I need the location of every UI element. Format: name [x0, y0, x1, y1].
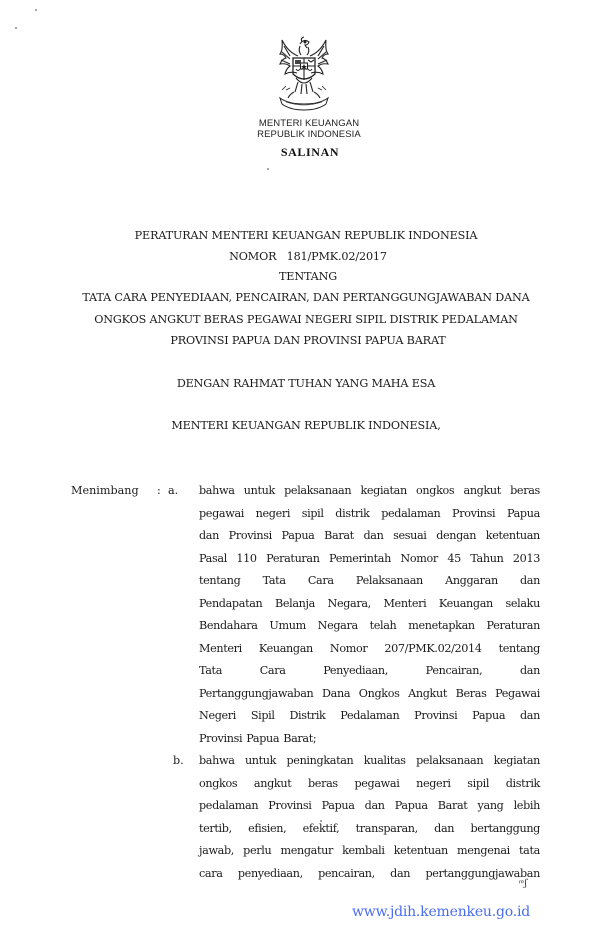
word: distrik	[335, 506, 370, 520]
item-a-line	[199, 687, 540, 701]
item-a-line	[199, 574, 540, 588]
item-b-line	[199, 822, 540, 836]
word: Keuangan	[258, 641, 313, 655]
word: Menteri	[199, 641, 242, 655]
word: Papua	[321, 799, 355, 812]
word: Belanja	[274, 596, 315, 610]
word: Papua	[472, 709, 506, 722]
word: 45	[447, 551, 461, 565]
word: Barat;	[283, 731, 317, 745]
word: tata	[519, 844, 540, 857]
word: Beras	[455, 686, 487, 700]
word: bahwa	[199, 484, 235, 497]
regulation-subject-line2: ONGKOS ANGKUT BERAS PEGAWAI NEGERI SIPIL DISTRIK PEDALAMAN	[94, 313, 518, 326]
word: 2013	[512, 551, 540, 565]
word: selaku	[505, 596, 540, 610]
word: Provinsi	[199, 731, 243, 745]
scan-speck	[320, 820, 322, 822]
issuer-org-line2: REPUBLIK INDONESIA	[257, 129, 361, 140]
word: efektif,	[302, 821, 340, 835]
word: cara	[199, 866, 223, 880]
word: Umum	[269, 619, 306, 632]
word: pelaksanaan	[416, 754, 484, 767]
word: Tata	[262, 574, 286, 587]
word: Penyediaan,	[323, 664, 388, 677]
word: Pegawai	[495, 686, 540, 700]
invocation: DENGAN RAHMAT TUHAN YANG MAHA ESA	[176, 377, 436, 390]
word: untuk	[243, 484, 275, 497]
regulation-subject-line3: PROVINSI PAPUA DAN PROVINSI PAPUA BARAT	[170, 334, 446, 347]
item-a-line	[199, 619, 540, 633]
word: pegawai	[354, 776, 400, 790]
word: Papua	[506, 506, 540, 520]
word: Papua	[394, 799, 428, 812]
word: Papua	[281, 529, 315, 542]
regulation-about-label: TENTANG	[278, 270, 338, 283]
word: Negeri	[199, 709, 237, 722]
word: menetapkan	[408, 619, 475, 632]
word: Barat	[324, 529, 354, 542]
word: Sipil	[250, 709, 275, 722]
item-a-line	[199, 484, 540, 498]
word: sesuai	[393, 529, 427, 542]
issuer-heading: MENTERI KEUANGAN REPUBLIK INDONESIA,	[171, 419, 441, 432]
word: beras	[510, 484, 540, 497]
word: Pasal	[199, 551, 227, 565]
word: Keuangan	[438, 596, 493, 610]
word: transparan,	[355, 821, 418, 835]
item-b-line	[199, 799, 540, 813]
word: dan	[519, 709, 540, 722]
word: negeri	[255, 506, 291, 520]
word: ketentuan	[485, 529, 540, 542]
word: Pelaksanaan	[355, 574, 423, 587]
word: Pemerintah	[329, 551, 391, 565]
word: dan	[199, 529, 219, 542]
word: 110	[236, 551, 257, 565]
initials-paraf: ᵐʃ	[518, 878, 528, 890]
word: dan	[519, 664, 540, 677]
word: mengenai	[457, 844, 510, 857]
scan-speck	[15, 27, 17, 29]
word: ongkos	[416, 484, 455, 497]
issuer-org-line1: MENTERI KEUANGAN	[258, 118, 360, 129]
word: pencairan,	[318, 866, 375, 880]
word: Papua	[246, 731, 280, 745]
jdih-website-link[interactable]: www.jdih.kemenkeu.go.id	[352, 904, 531, 920]
garuda-emblem-icon	[272, 36, 336, 116]
regulation-subject-line1: TATA CARA PENYEDIAAN, PENCAIRAN, DAN PERTANGGUNGJAWABAN DANA	[82, 291, 530, 304]
copy-stamp: SALINAN	[280, 145, 340, 159]
word: pertanggungjawaban	[425, 866, 540, 880]
word: negeri	[416, 776, 451, 790]
considerations-colon: :	[157, 484, 161, 497]
word: Bendahara	[199, 619, 258, 632]
word: Pedalaman	[340, 709, 400, 722]
item-a-line	[199, 642, 540, 656]
word: beras	[308, 776, 338, 790]
word: Cara	[307, 574, 334, 587]
word: Pencairan,	[425, 664, 483, 677]
word: Nomor	[329, 641, 368, 655]
word: efisien,	[248, 821, 287, 835]
word: perlu	[243, 844, 272, 857]
word: dan	[520, 574, 540, 587]
word: Angkut	[408, 686, 447, 700]
word: dan	[390, 866, 411, 880]
word: penyediaan,	[237, 866, 303, 880]
item-letter-a: a.	[168, 484, 179, 497]
word: Provinsi	[228, 529, 272, 542]
word: angkut	[463, 484, 501, 497]
word: dan	[364, 799, 385, 812]
word: kualitas	[363, 754, 406, 767]
item-a-line	[199, 529, 540, 543]
word: Cara	[259, 664, 286, 677]
word: tertib,	[199, 821, 232, 835]
word: Provinsi	[268, 799, 312, 812]
word: pedalaman	[199, 799, 259, 812]
item-a-line	[199, 709, 540, 723]
word: Dana	[322, 686, 351, 700]
word: Pertanggungjawaban	[199, 686, 314, 700]
word: kegiatan	[493, 754, 540, 767]
word: Negara	[317, 619, 358, 632]
word: dan	[434, 821, 455, 835]
word: sipil	[467, 776, 490, 790]
word: telah	[369, 619, 397, 632]
word: ketentuan	[393, 844, 448, 857]
word: Negara,	[327, 596, 371, 610]
word: untuk	[244, 754, 277, 767]
word: Distrik	[289, 709, 326, 722]
item-b-line	[199, 867, 540, 881]
word: Anggaran	[445, 574, 498, 587]
item-a-line	[199, 732, 540, 746]
considerations-label: Menimbang	[71, 484, 139, 497]
word: bahwa	[199, 754, 235, 767]
item-a-line	[199, 664, 540, 678]
word: tentang	[199, 574, 241, 587]
word: Nomor	[400, 551, 438, 565]
word: yang	[477, 799, 504, 812]
scan-speck	[35, 9, 37, 11]
word: distrik	[505, 776, 540, 790]
word: ongkos	[199, 776, 238, 790]
word: tentang	[498, 641, 540, 655]
regulation-title: PERATURAN MENTERI KEUANGAN REPUBLIK INDONESIA	[134, 229, 478, 242]
word: lebih	[513, 799, 540, 812]
word: Provinsi	[414, 709, 458, 722]
word: peningkatan	[286, 754, 354, 767]
word: pelaksanaan	[284, 484, 352, 497]
item-a-line	[199, 597, 540, 611]
word: mengatur	[280, 844, 333, 857]
word: Peraturan	[486, 619, 540, 632]
word: bertanggung	[470, 821, 540, 835]
word: Peraturan	[266, 551, 320, 565]
word: sipil	[301, 506, 324, 520]
word: 207/PMK.02/2014	[384, 641, 482, 655]
word: Barat	[437, 799, 468, 812]
regulation-number: NOMOR 181/PMK.02/2017	[229, 250, 387, 263]
item-a-line	[199, 552, 540, 566]
word: kegiatan	[360, 484, 407, 497]
word: pedalaman	[381, 506, 441, 520]
word: dan	[363, 529, 384, 542]
item-a-line	[199, 507, 540, 521]
word: dengan	[436, 529, 477, 542]
word: Menteri	[383, 596, 427, 610]
item-b-line	[199, 777, 540, 791]
word: jawab,	[199, 844, 235, 857]
scan-speck	[267, 168, 269, 170]
word: Tata	[199, 664, 223, 677]
word: Tahun	[470, 551, 504, 565]
word: kembali	[342, 844, 385, 857]
item-letter-b: b.	[173, 754, 184, 767]
item-b-line	[199, 844, 540, 858]
word: Ongkos	[358, 686, 400, 700]
item-b-line	[199, 754, 540, 768]
word: pegawai	[199, 506, 244, 520]
word: angkut	[253, 776, 292, 790]
word: Pendapatan	[199, 596, 263, 610]
word: Provinsi	[452, 506, 496, 520]
